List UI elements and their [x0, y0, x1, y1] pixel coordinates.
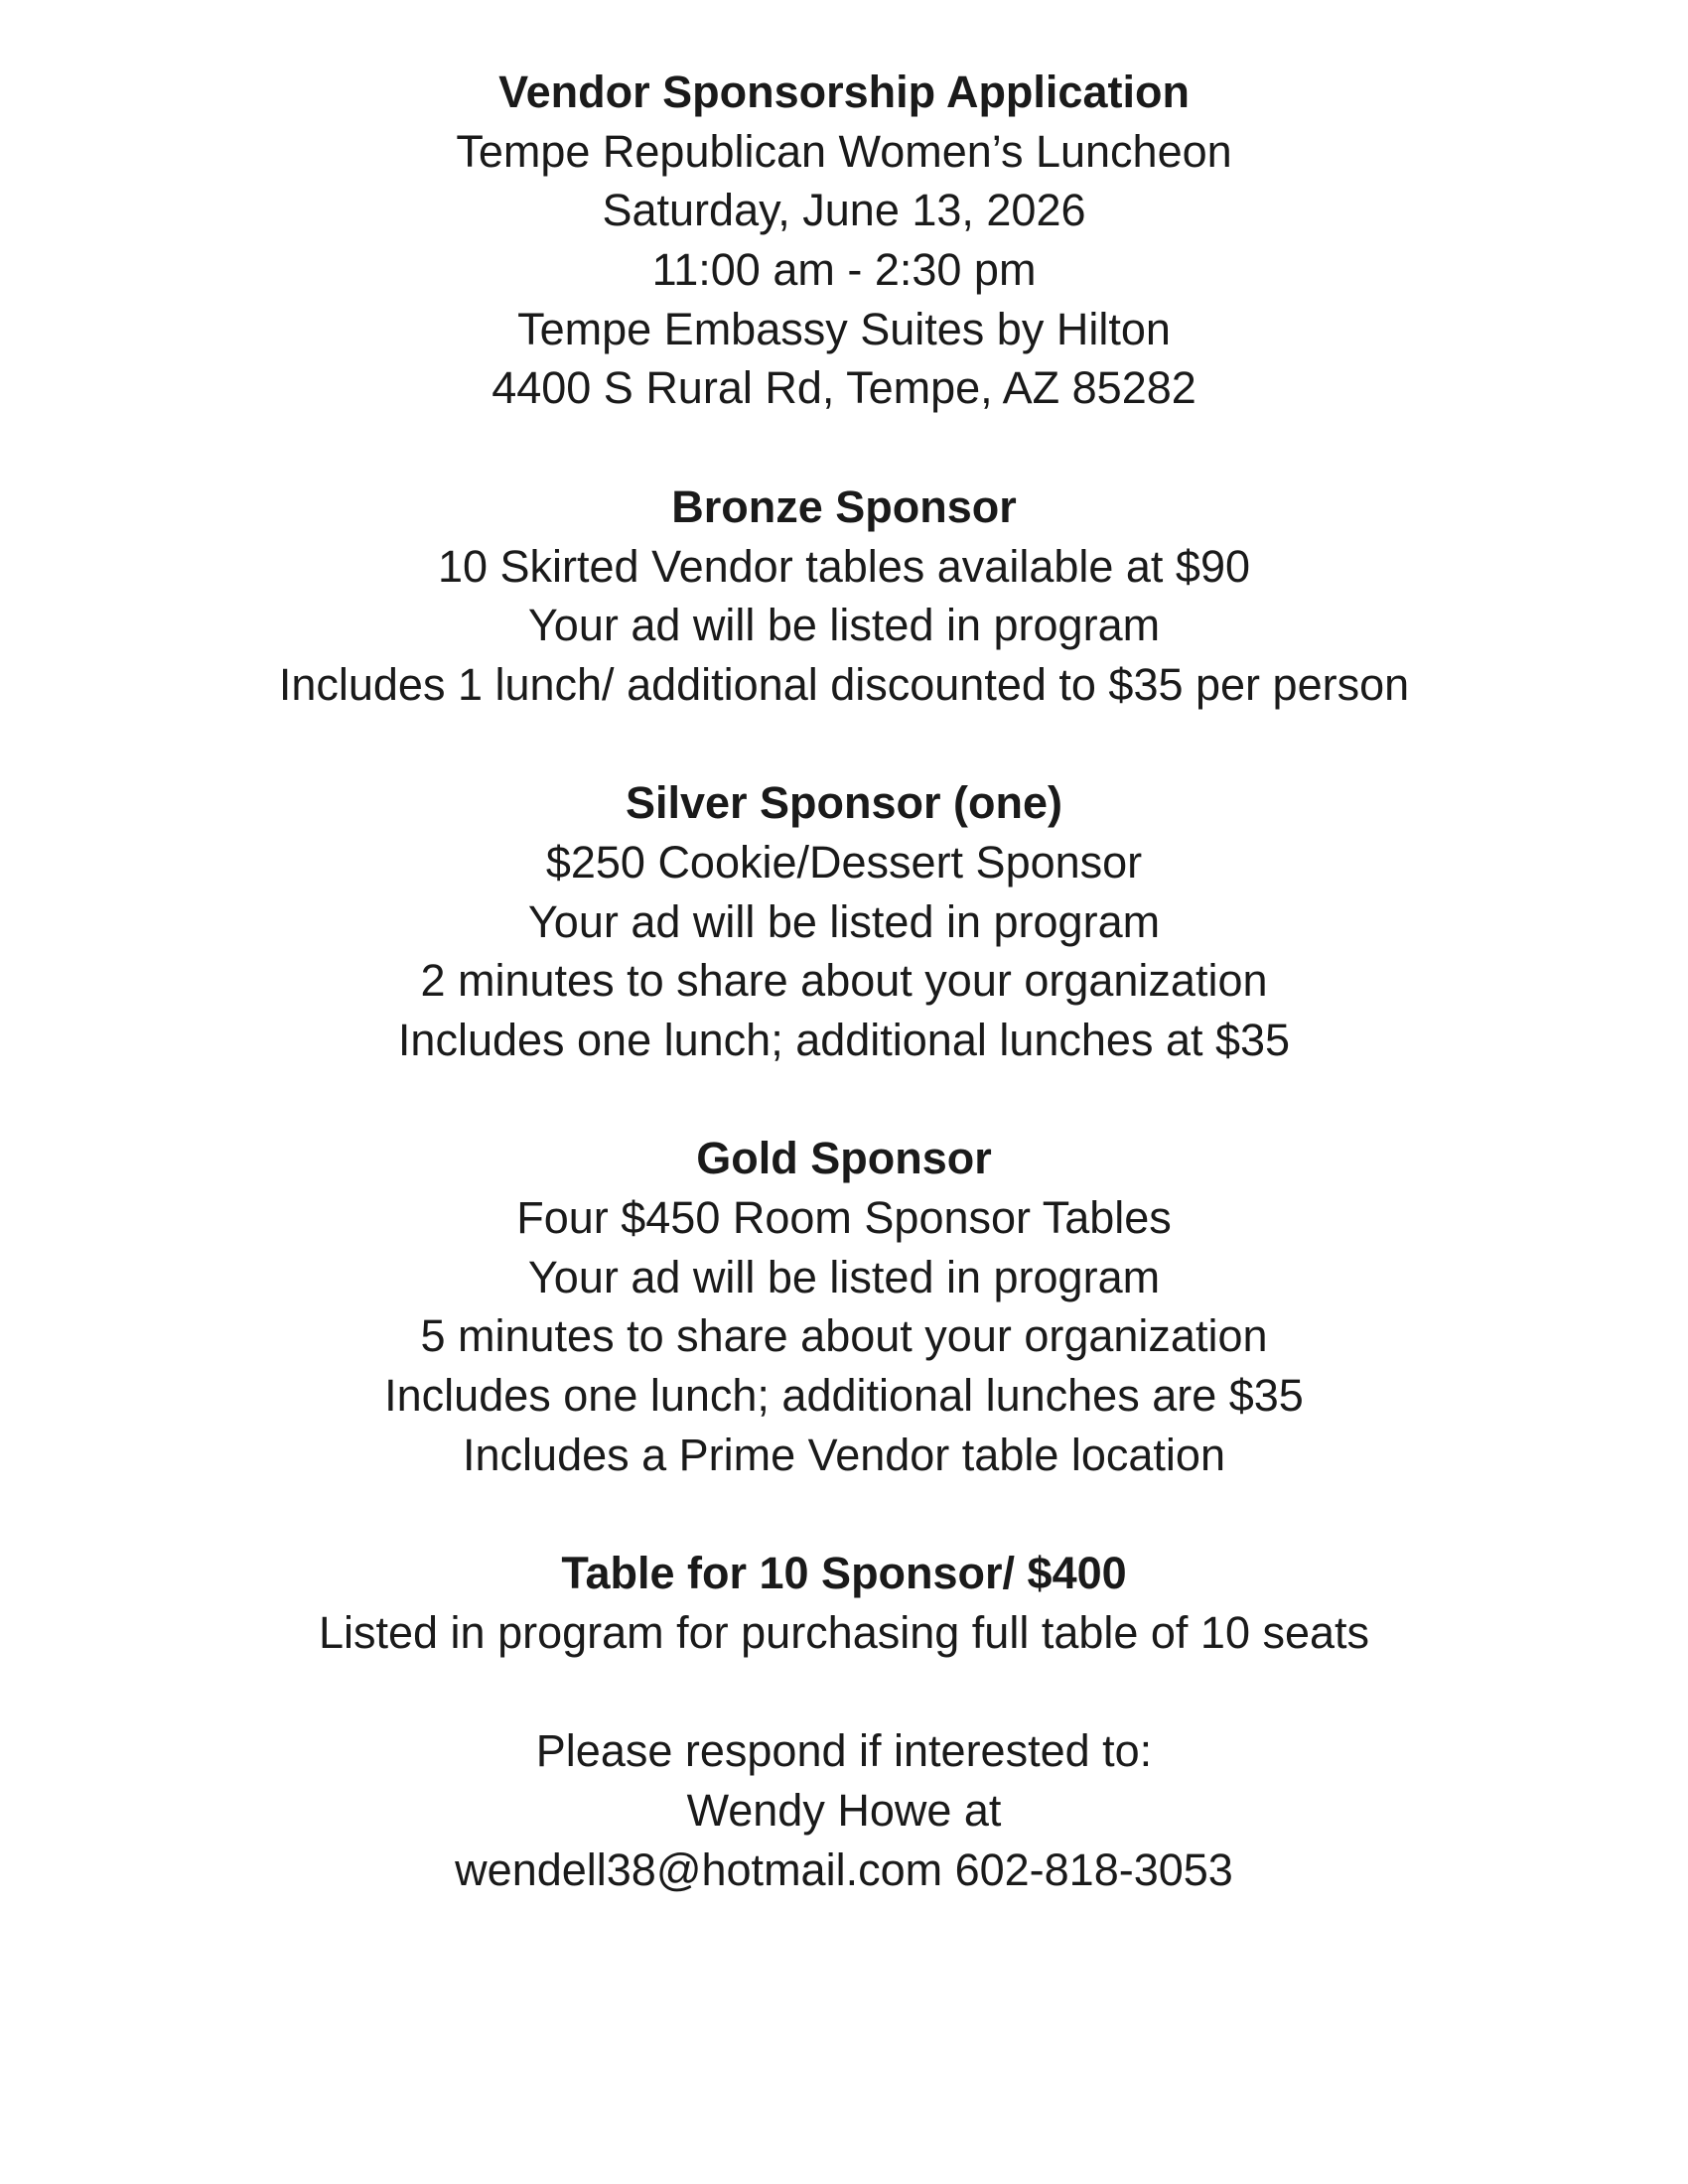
gold-sponsor-section — [0, 1129, 1688, 1484]
section-line: Your ad will be listed in program — [527, 600, 1161, 651]
bronze-sponsor-section — [0, 478, 1688, 715]
section-line: Four $450 Room Sponsor Tables — [516, 1192, 1172, 1244]
event-address: 4400 S Rural Rd, Tempe, AZ 85282 — [492, 362, 1196, 414]
section-line: 2 minutes to share about your organization — [420, 955, 1268, 1007]
document-title: Vendor Sponsorship Application — [498, 67, 1190, 117]
section-line: Your ad will be listed in program — [527, 895, 1161, 947]
contact-prompt: Please respond if interested to: — [535, 1725, 1153, 1777]
table-sponsor-section — [0, 1544, 1688, 1662]
event-header — [0, 63, 1688, 418]
section-line: $250 Cookie/Dessert Sponsor — [545, 836, 1143, 887]
section-heading: Bronze Sponsor — [671, 480, 1017, 532]
section-line: Includes one lunch; additional lunches at $35 — [397, 1015, 1291, 1065]
section-line: Your ad will be listed in program — [527, 1251, 1161, 1302]
event-name: Tempe Republican Women’s Luncheon — [456, 125, 1232, 177]
section-line: Listed in program for purchasing full table of 10 seats — [318, 1606, 1370, 1658]
document-page — [0, 63, 1688, 1899]
section-heading: Table for 10 Sponsor/ $400 — [561, 1548, 1127, 1599]
section-line: Includes 1 lunch/ additional discounted to $35 per person — [278, 658, 1410, 710]
section-line: 5 minutes to share about your organization — [420, 1310, 1268, 1362]
event-time: 11:00 am - 2:30 pm — [651, 244, 1037, 296]
section-heading: Gold Sponsor — [696, 1133, 992, 1184]
section-line: 10 Skirted Vendor tables available at $90 — [437, 540, 1251, 592]
contact-name: Wendy Howe at — [686, 1784, 1002, 1836]
silver-sponsor-section — [0, 773, 1688, 1069]
contact-section — [0, 1721, 1688, 1899]
section-line: Includes one lunch; additional lunches are $35 — [384, 1370, 1304, 1422]
contact-details: wendell38@hotmail.com 602-818-3053 — [455, 1843, 1233, 1895]
event-date: Saturday, June 13, 2026 — [602, 185, 1086, 236]
section-heading: Silver Sponsor (one) — [625, 777, 1063, 829]
section-line: Includes a Prime Vendor table location — [463, 1429, 1225, 1480]
event-venue: Tempe Embassy Suites by Hilton — [517, 303, 1171, 354]
